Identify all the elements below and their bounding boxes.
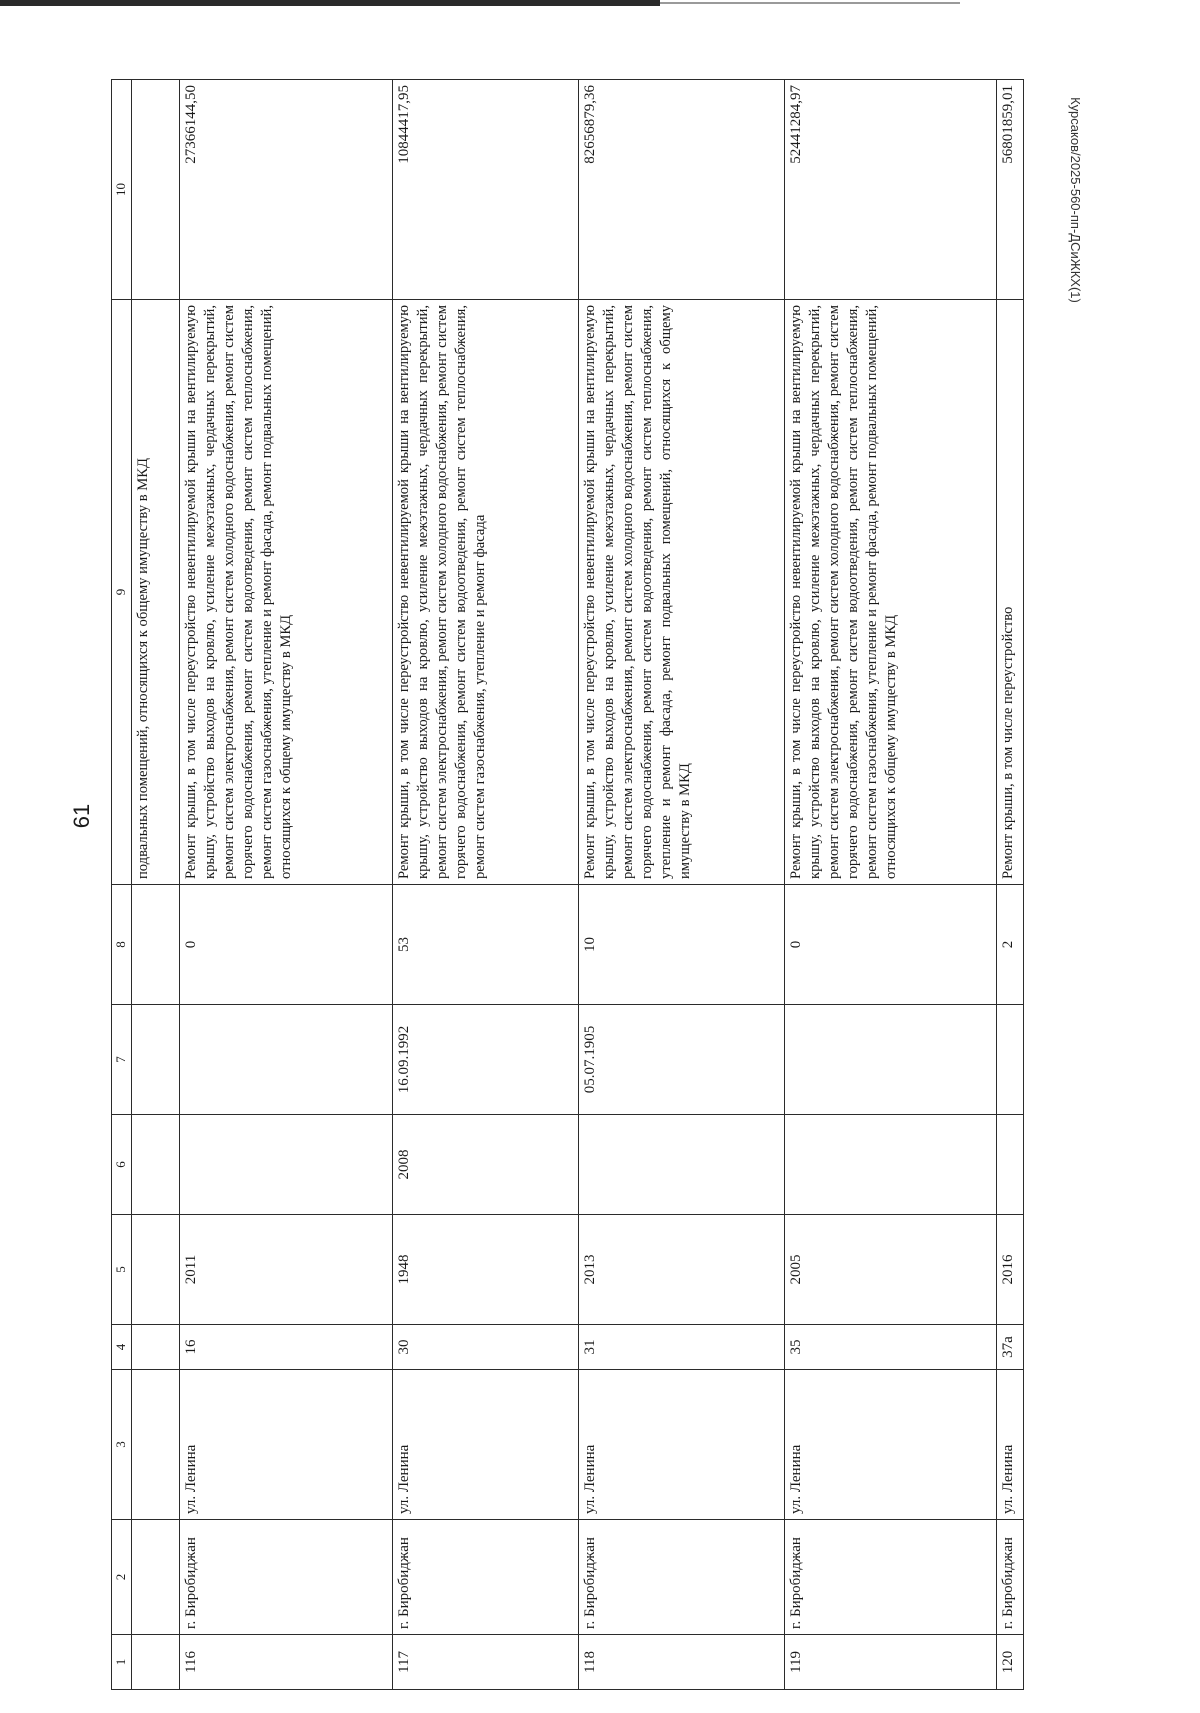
col7-cell: 16.09.1992 [392,1005,578,1115]
page-number: 61 [69,803,94,829]
column-number: 1 [112,1635,132,1690]
street-cell: ул. Ленина [579,1370,784,1520]
col6-cell [579,1115,784,1215]
house-cell: 16 [180,1325,393,1370]
city-cell: г. Биробиджан [180,1520,393,1635]
scan-top-edge-faint [660,2,960,4]
register-table [111,79,1024,1690]
column-number: 7 [112,1005,132,1115]
table-row [579,80,784,1690]
street-cell: ул. Ленина [392,1370,578,1520]
street-cell: ул. Ленина [997,1370,1024,1520]
col6-cell: 2008 [392,1115,578,1215]
row-number: 117 [392,1635,578,1690]
col6-cell [180,1115,393,1215]
year-built-cell: 1948 [392,1215,578,1325]
city-cell: г. Биробиджан [997,1520,1024,1635]
continuation-row [132,80,180,1690]
works-cell: Ремонт крыши, в том числе переустройство невентилируемой крыши на вентилируемую крышу, устройство выходов на кровлю, усиление межэтажных, чердачных перекрытий, ремонт систем электроснабжения, ремонт систем холодного водоснабжения, ремонт систем горячего водоснабжения, ремонт систем водоотведения, ремонт систем теплоснабжения, ремонт систем газоснабжения, утепление и ремонт фасада, ремонт подвальных помещений, относящихся к общему имуществу в МКД [784,300,997,885]
row-number: 120 [997,1635,1024,1690]
scan-top-edge [0,0,660,6]
works-cell: Ремонт крыши, в том числе переустройство невентилируемой крыши на вентилируемую крышу, устройство выходов на кровлю, усиление межэтажных, чердачных перекрытий, ремонт систем электроснабжения, ремонт систем холодного водоснабжения, ремонт систем горячего водоснабжения, ремонт систем водоотведения, ремонт систем теплоснабжения, ремонт систем газоснабжения, утепление и ремонт фасада, ремонт подвальных помещений, относящихся к общему имуществу в МКД [180,300,393,885]
row-number: 116 [180,1635,393,1690]
year-built-cell: 2011 [180,1215,393,1325]
row-number: 119 [784,1635,997,1690]
table-row [180,80,393,1690]
table-row [784,80,997,1690]
continuation-works: подвальных помещений, относящихся к общему имуществу в МКД [132,300,180,885]
col8-cell: 10 [579,885,784,1005]
column-number-row [112,80,132,1690]
col8-cell: 0 [180,885,393,1005]
city-cell: г. Биробиджан [784,1520,997,1635]
col8-cell: 0 [784,885,997,1005]
works-cell: Ремонт крыши, в том числе переустройство невентилируемой крыши на вентилируемую крышу, устройство выходов на кровлю, усиление межэтажных, чердачных перекрытий, ремонт систем электроснабжения, ремонт систем холодного водоснабжения, ремонт систем горячего водоснабжения, ремонт систем водоотведения, ремонт систем теплоснабжения, утепление и ремонт фасада, ремонт подвальных помещений, относящихся к общему имуществу в МКД [579,300,784,885]
city-cell: г. Биробиджан [392,1520,578,1635]
column-number: 10 [112,80,132,300]
col7-cell [784,1005,997,1115]
col6-cell [997,1115,1024,1215]
works-cell: Ремонт крыши, в том числе переустройство невентилируемой крыши на вентилируемую крышу, устройство выходов на кровлю, усиление межэтажных, чердачных перекрытий, ремонт систем электроснабжения, ремонт систем холодного водоснабжения, ремонт систем горячего водоснабжения, ремонт систем водоотведения, ремонт систем теплоснабжения, ремонт систем газоснабжения, утепление и ремонт фасада [392,300,578,885]
column-number: 9 [112,300,132,885]
table-row [997,80,1024,1690]
works-cell: Ремонт крыши, в том числе переустройство [997,300,1024,885]
street-cell: ул. Ленина [784,1370,997,1520]
table-row [392,80,578,1690]
col7-cell: 05.07.1905 [579,1005,784,1115]
column-number: 6 [112,1115,132,1215]
house-cell: 31 [579,1325,784,1370]
year-built-cell: 2013 [579,1215,784,1325]
register-table-rotated [111,80,1024,1690]
col7-cell [180,1005,393,1115]
column-number: 4 [112,1325,132,1370]
amount-cell: 56801859,01 [997,80,1024,300]
house-cell: 30 [392,1325,578,1370]
col8-cell: 53 [392,885,578,1005]
street-cell: ул. Ленина [180,1370,393,1520]
column-number: 5 [112,1215,132,1325]
col7-cell [997,1005,1024,1115]
column-number: 2 [112,1520,132,1635]
year-built-cell: 2016 [997,1215,1024,1325]
column-number: 3 [112,1370,132,1520]
year-built-cell: 2005 [784,1215,997,1325]
amount-cell: 52441284,97 [784,80,997,300]
house-cell: 35 [784,1325,997,1370]
amount-cell: 10844417,95 [392,80,578,300]
document-reference: Курсаков/2025-560-пп-ДСиЖКХ(1) [1068,97,1083,303]
column-number: 8 [112,885,132,1005]
col8-cell: 2 [997,885,1024,1005]
house-cell: 37а [997,1325,1024,1370]
amount-cell: 82656879,36 [579,80,784,300]
city-cell: г. Биробиджан [579,1520,784,1635]
amount-cell: 27366144,50 [180,80,393,300]
col6-cell [784,1115,997,1215]
row-number: 118 [579,1635,784,1690]
